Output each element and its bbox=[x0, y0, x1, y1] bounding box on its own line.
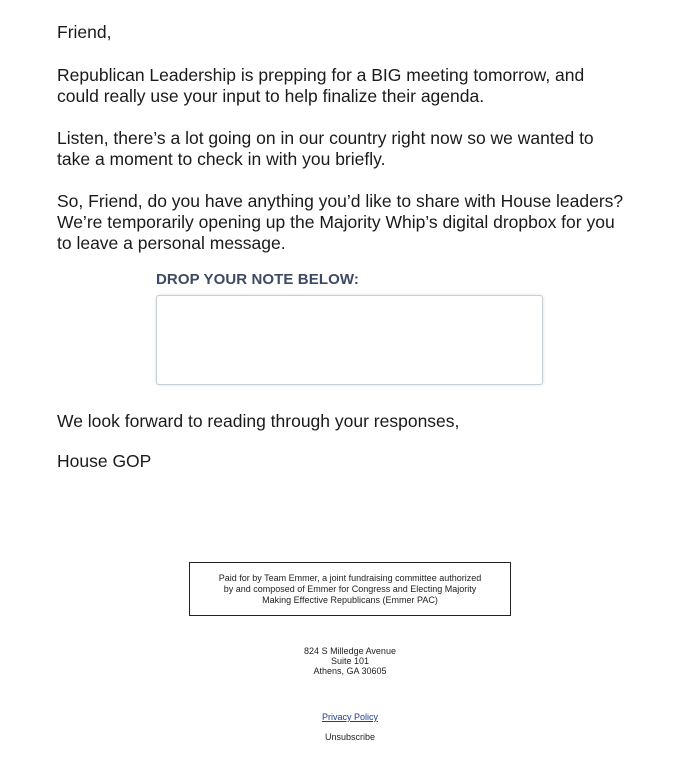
paragraph-line: Listen, there’s a lot going on in our country right now so we wanted to bbox=[57, 128, 594, 148]
paragraph-line: So, Friend, do you have anything you’d like to share with House leaders? bbox=[57, 191, 624, 211]
disclaimer-line: by and composed of Emmer for Congress and Electing Majority bbox=[223, 584, 477, 594]
paragraph-2 bbox=[57, 128, 594, 170]
paragraph-line: to leave a personal message. bbox=[57, 233, 286, 253]
paragraph-line: We’re temporarily opening up the Majority Whip’s digital dropbox for you bbox=[57, 212, 615, 232]
paragraph-3 bbox=[57, 191, 623, 254]
disclaimer-line: Making Effective Republicans (Emmer PAC) bbox=[262, 595, 438, 605]
greeting bbox=[57, 22, 111, 43]
closing bbox=[57, 411, 459, 432]
closing-text: We look forward to reading through your responses, bbox=[57, 411, 460, 431]
privacy-row bbox=[0, 712, 700, 723]
address-line: Athens, GA 30605 bbox=[313, 666, 387, 676]
privacy-policy-link[interactable]: Privacy Policy bbox=[321, 712, 378, 722]
greeting-text: Friend, bbox=[57, 22, 112, 42]
signature bbox=[57, 451, 151, 472]
paid-for-disclaimer bbox=[189, 562, 511, 616]
address-line: Suite 101 bbox=[330, 656, 370, 666]
unsubscribe-link[interactable]: Unsubscribe bbox=[324, 732, 376, 742]
paragraph-line: Republican Leadership is prepping for a BIG meeting tomorrow, and bbox=[57, 65, 585, 85]
paragraph-line: could really use your input to help finalize their agenda. bbox=[57, 86, 485, 106]
mailing-address bbox=[0, 646, 700, 676]
signature-text: House GOP bbox=[57, 451, 152, 471]
address-line: 824 S Milledge Avenue bbox=[304, 646, 396, 656]
disclaimer-line: Paid for by Team Emmer, a joint fundraising committee authorized bbox=[218, 573, 482, 583]
unsubscribe-row bbox=[0, 732, 700, 743]
paragraph-line: take a moment to check in with you briefly. bbox=[57, 149, 386, 169]
note-input[interactable] bbox=[156, 295, 543, 385]
note-heading: DROP YOUR NOTE BELOW: bbox=[156, 271, 359, 288]
paragraph-1 bbox=[57, 65, 584, 107]
